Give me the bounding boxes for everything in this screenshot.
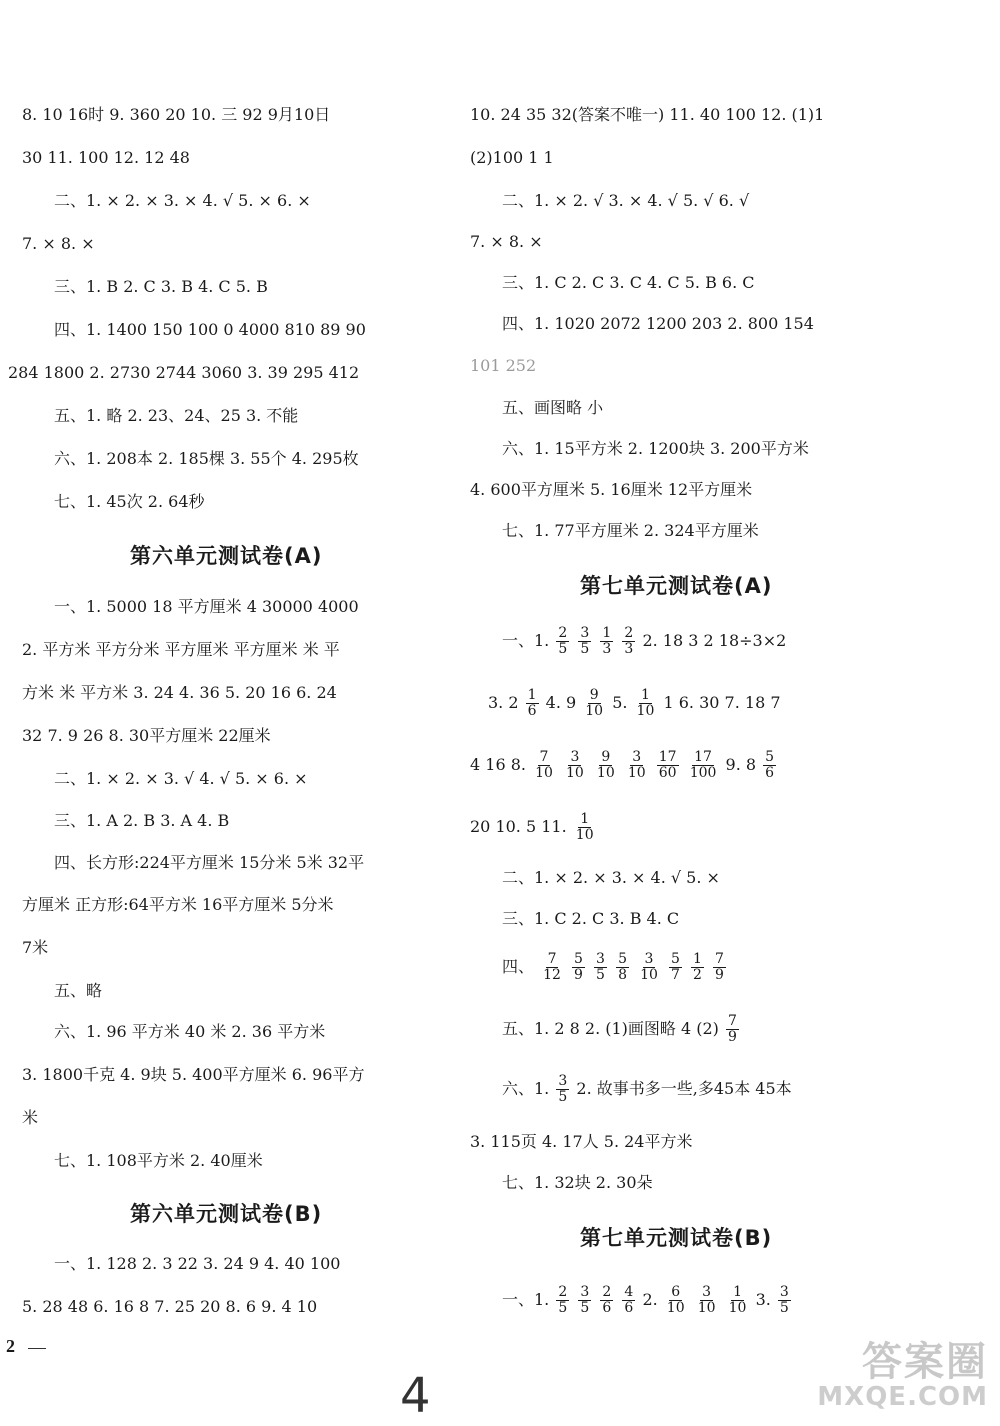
fraction: $\frac{17}{60}$ (658, 749, 677, 781)
fraction: $\frac{3}{10}$ (640, 951, 658, 983)
fraction: $\frac{5}{9}$ (574, 951, 583, 983)
fraction: $\frac{3}{5}$ (580, 1284, 590, 1316)
answer-line: 七、1. 32块 2. 30朵 (502, 1173, 653, 1192)
answer-line: 二、1. × 2. × 3. √ 4. √ 5. × 6. × (54, 769, 308, 788)
line-prefix: 一、1. (502, 1290, 550, 1309)
answer-line (470, 750, 778, 781)
answer-line: 四、长方形:224平方厘米 15分米 5米 32平 (54, 853, 365, 872)
line-text: 3. 2 (488, 693, 519, 712)
answer-line: 米 (22, 1108, 39, 1127)
fraction: $\frac{2}{5}$ (558, 625, 568, 657)
fraction: $\frac{3}{5}$ (580, 625, 590, 657)
answer-line: 七、1. 77平方厘米 2. 324平方厘米 (502, 521, 759, 540)
page-number-dash (28, 1348, 46, 1349)
fraction: $\frac{1}{6}$ (527, 687, 537, 719)
answer-line (502, 1285, 793, 1316)
answer-line: 5. 28 48 6. 16 8 7. 25 20 8. 6 9. 4 10 (22, 1297, 318, 1316)
fraction: $\frac{5}{7}$ (671, 951, 680, 983)
answer-line: 4. 600平方厘米 5. 16厘米 12平方厘米 (470, 480, 753, 499)
fraction: $\frac{1}{3}$ (602, 625, 612, 657)
answer-line: 3. 115页 4. 17人 5. 24平方米 (470, 1132, 693, 1151)
fraction: $\frac{7}{9}$ (715, 951, 724, 983)
section-title: 第七单元测试卷(A) (580, 574, 773, 598)
fraction: $\frac{3}{10}$ (627, 749, 646, 781)
line-text: 5. (612, 693, 628, 712)
line-prefix: 四、 (502, 957, 535, 976)
answer-line: 7米 (22, 938, 49, 957)
answer-line: 四、1. 1020 2072 1200 203 2. 800 154 (502, 314, 814, 333)
answer-line (502, 952, 728, 983)
section-title: 第六单元测试卷(A) (130, 544, 323, 568)
answer-line: 30 11. 100 12. 12 48 (22, 148, 190, 167)
section-title: 第七单元测试卷(B) (580, 1226, 773, 1250)
fraction: $\frac{1}{2}$ (693, 951, 702, 983)
fraction: $\frac{3}{5}$ (596, 951, 605, 983)
answer-line: 7. × 8. × (470, 232, 543, 251)
fraction-group (554, 625, 642, 657)
fraction: $\frac{2}{5}$ (558, 1284, 568, 1316)
left-column (8, 0, 492, 1340)
fraction: $\frac{6}{10}$ (666, 1284, 685, 1316)
fraction: $\frac{2}{3}$ (624, 625, 634, 657)
line-text: 4. 9 (545, 693, 577, 712)
line-text: 五、1. 2 8 2. (1)画图略 4 (2) (502, 1019, 719, 1038)
fraction-group (539, 951, 728, 983)
answer-line: 一、1. 128 2. 3 22 3. 24 9 4. 40 100 (54, 1254, 341, 1273)
answer-line: 六、1. 96 平方米 40 米 2. 36 平方米 (54, 1022, 326, 1041)
line-text: 3. (755, 1290, 771, 1309)
fraction: $\frac{3}{5}$ (779, 1284, 789, 1316)
fraction: $\frac{3}{10}$ (566, 749, 584, 781)
answer-line: 三、1. B 2. C 3. B 4. C 5. B (54, 277, 268, 296)
answer-line: 七、1. 45次 2. 64秒 (54, 492, 205, 511)
answer-line (488, 688, 781, 719)
answer-line: 四、1. 1400 150 100 0 4000 810 89 90 (54, 320, 366, 339)
answer-line: 284 1800 2. 2730 2744 3060 3. 39 295 412 (8, 363, 360, 382)
fraction: $\frac{5}{8}$ (618, 951, 627, 983)
answer-line: 101 252 (470, 356, 537, 375)
fraction: $\frac{2}{6}$ (602, 1284, 612, 1316)
line-text: 4 16 8. (470, 755, 526, 774)
answer-line: 六、1. 208本 2. 185棵 3. 55个 4. 295枚 (54, 449, 359, 468)
answer-line: 方米 米 平方米 3. 24 4. 36 5. 20 16 6. 24 (22, 683, 337, 702)
watermark-text-top: 答案圈 (862, 1339, 988, 1385)
right-column (470, 0, 940, 1340)
line-text: 2. 故事书多一些,多45本 45本 (576, 1079, 792, 1098)
fraction: $\frac{9}{10}$ (585, 687, 604, 719)
answer-line: 2. 平方米 平方分米 平方厘米 平方厘米 米 平 (22, 640, 340, 659)
answer-line: 7. × 8. × (22, 234, 95, 253)
answer-line: 三、1. C 2. C 3. B 4. C (502, 909, 680, 928)
answer-line: 三、1. A 2. B 3. A 4. B (54, 811, 230, 830)
answer-line: 六、1. 15平方米 2. 1200块 3. 200平方米 (502, 439, 809, 458)
watermark-text-bottom: MXQE.COM (817, 1382, 988, 1412)
answer-line: 二、1. × 2. √ 3. × 4. √ 5. √ 6. √ (502, 191, 750, 210)
answer-line: 二、1. × 2. × 3. × 4. √ 5. × 6. × (54, 191, 311, 210)
answer-line (502, 626, 786, 657)
line-text: 9. 8 (725, 755, 757, 774)
fraction: $\frac{9}{10}$ (596, 749, 615, 781)
answer-line (502, 1014, 741, 1045)
fraction: $\frac{7}{12}$ (543, 951, 561, 983)
fraction: $\frac{1}{10}$ (575, 811, 594, 843)
answer-line (502, 1074, 792, 1105)
answer-line: 五、1. 略 2. 23、24、25 3. 不能 (54, 406, 299, 425)
line-text: 1 6. 30 7. 18 7 (663, 693, 781, 712)
fraction: $\frac{4}{6}$ (624, 1284, 634, 1316)
fraction: $\frac{7}{10}$ (535, 749, 553, 781)
fraction: $\frac{17}{100}$ (689, 749, 717, 781)
answer-line: (2)100 1 1 (470, 148, 554, 167)
fraction: $\frac{1}{10}$ (728, 1284, 747, 1316)
handwritten-mark: 4 (400, 1368, 431, 1424)
line-text: 2. (642, 1290, 658, 1309)
section-title: 第六单元测试卷(B) (130, 1202, 323, 1226)
line-text: 20 10. 5 11. (470, 817, 567, 836)
answer-line: 三、1. C 2. C 3. C 4. C 5. B 6. C (502, 273, 755, 292)
answer-line (470, 812, 598, 843)
answer-line: 10. 24 35 32(答案不唯一) 11. 40 100 12. (1)1 (470, 105, 825, 124)
fraction-group (554, 1284, 642, 1316)
fraction: $\frac{3}{10}$ (697, 1284, 716, 1316)
fraction-group (663, 1284, 756, 1316)
watermark-logo (818, 1330, 994, 1420)
answer-line: 五、略 (54, 981, 103, 1000)
answer-line: 七、1. 108平方米 2. 40厘米 (54, 1151, 263, 1170)
answer-line: 一、1. 5000 18 平方厘米 4 30000 4000 (54, 597, 359, 616)
answer-line: 五、画图略 小 (502, 398, 604, 417)
line-prefix: 一、1. (502, 631, 550, 650)
answer-line: 二、1. × 2. × 3. × 4. √ 5. × (502, 868, 720, 887)
answer-line: 8. 10 16时 9. 360 20 10. 三 92 9月10日 (22, 105, 331, 124)
page-number: 2 (6, 1336, 15, 1356)
line-text: 六、1. (502, 1079, 550, 1098)
fraction: $\frac{5}{6}$ (765, 749, 775, 781)
fraction: $\frac{1}{10}$ (636, 687, 655, 719)
answer-line: 方厘米 正方形:64平方米 16平方厘米 5分米 (22, 895, 334, 914)
fraction: $\frac{3}{5}$ (558, 1073, 568, 1105)
answer-line: 32 7. 9 26 8. 30平方厘米 22厘米 (22, 726, 271, 745)
fraction-group (531, 749, 725, 781)
fraction: $\frac{7}{9}$ (728, 1013, 737, 1045)
answer-line: 3. 1800千克 4. 9块 5. 400平方厘米 6. 96平方 (22, 1065, 365, 1084)
line-suffix: 2. 18 3 2 18÷3×2 (642, 631, 787, 650)
